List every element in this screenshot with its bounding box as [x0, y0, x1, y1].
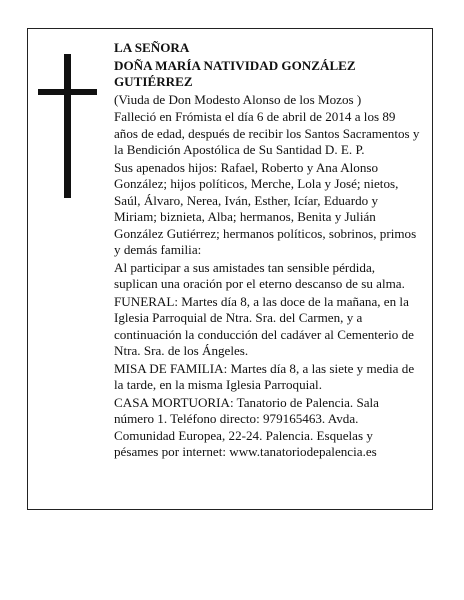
- family-mass-info: MISA DE FAMILIA: Martes día 8, a las siete y media de la tarde, en la misma Iglesia Parroquial.: [114, 360, 415, 392]
- funeral-info: FUNERAL: Martes día 8, a las doce de la mañana, en la Iglesia Parroquial de Ntra. Sra. del Carmen, y a continuación la conducción del cadáver al Cementerio de Ntra. Sra. de los Ángeles.: [114, 293, 414, 358]
- prayer-request: Al participar a sus amistades tan sensible pérdida, suplican una oración por el eterno descanso de su alma.: [114, 259, 405, 291]
- death-info: Falleció en Frómista el día 6 de abril de 2014 a los 89 años de edad, después de recibir los Santos Sacramentos y la Bendición Apostólica de Su Santidad D. E. P.: [114, 109, 420, 157]
- obituary-text: [114, 40, 420, 462]
- deceased-name: DOÑA MARÍA NATIVIDAD GONZÁLEZ GUTIÉRREZ: [114, 57, 356, 89]
- widow-note: (Viuda de Don Modesto Alonso de los Mozos ): [114, 91, 362, 107]
- cross-icon-bar: [38, 89, 97, 95]
- family-list: Sus apenados hijos: Rafael, Roberto y Ana Alonso González; hijos políticos, Merche, Lola y José; nietos, Saúl, Álvaro, Nerea, Iván, Esther, Icíar, Eduardo y Miriam; biznieta, Alba; hermanos, Benita y Julián González Gutiérrez; hermanos políticos, sobrinos, primos y demás familia:: [114, 159, 417, 257]
- cross-icon: [64, 54, 71, 198]
- title-line-1: LA SEÑORA: [114, 40, 190, 55]
- funeral-home-info: CASA MORTUORIA: Tanatorio de Palencia. Sala número 1. Teléfono directo: 979165463. Avda. Comunidad Europea, 22-24. Palencia. Esquelas y pésames por internet: www.tanatoriodepalencia.es: [114, 394, 379, 459]
